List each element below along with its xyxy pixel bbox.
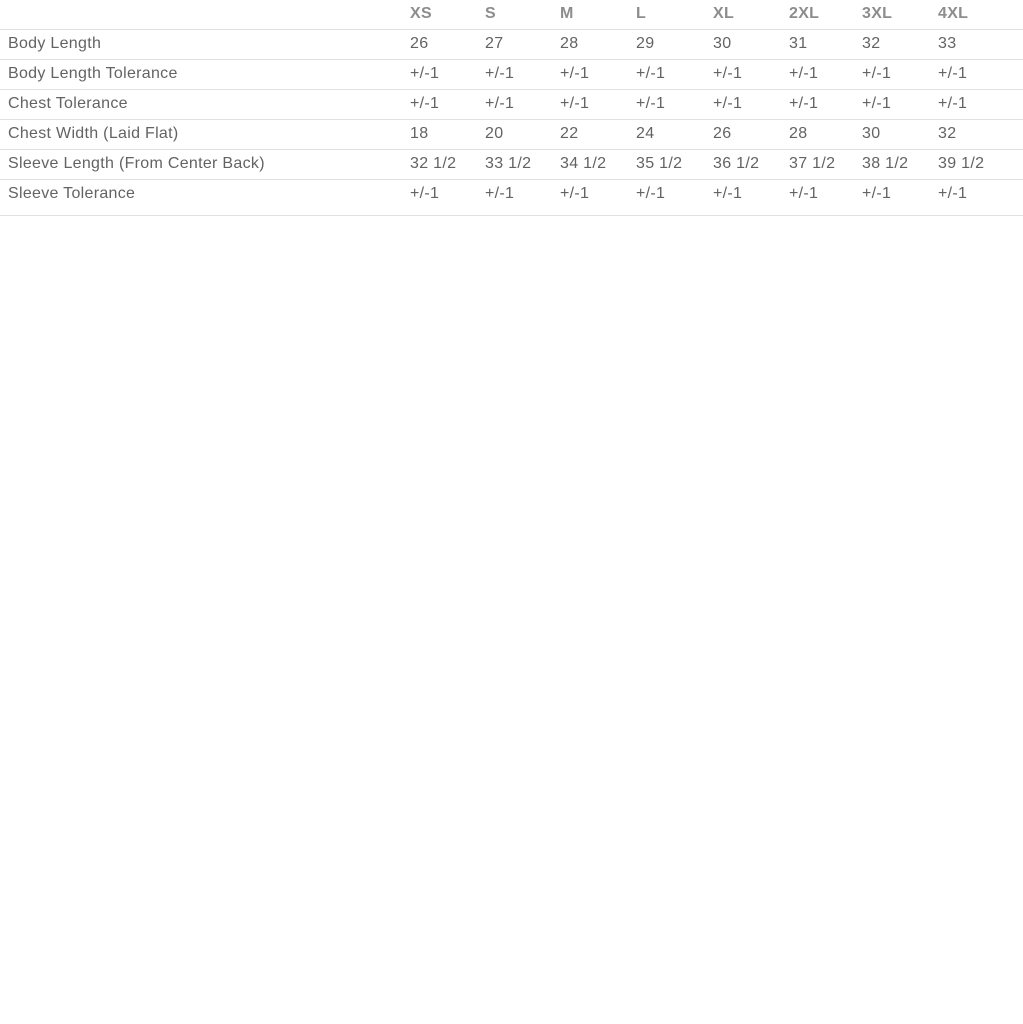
table-cell: +/-1 [938, 179, 1023, 215]
table-row [0, 89, 1023, 119]
measurement-column-header [0, 0, 410, 29]
table-cell: +/-1 [485, 89, 560, 119]
table-cell: 24 [636, 119, 713, 149]
table-row [0, 149, 1023, 179]
table-cell: 32 [862, 29, 938, 59]
table-cell: 37 1/2 [789, 149, 862, 179]
size-chart-body [0, 29, 1023, 215]
row-label: Chest Width (Laid Flat) [0, 119, 410, 149]
table-cell: +/-1 [713, 179, 789, 215]
table-cell: 27 [485, 29, 560, 59]
header-row [0, 0, 1023, 29]
table-cell: 33 [938, 29, 1023, 59]
table-cell: +/-1 [938, 59, 1023, 89]
row-label: Body Length [0, 29, 410, 59]
size-column-header: 2XL [789, 0, 862, 29]
table-cell: +/-1 [713, 59, 789, 89]
table-cell: +/-1 [560, 59, 636, 89]
size-column-header: M [560, 0, 636, 29]
table-cell: 35 1/2 [636, 149, 713, 179]
table-cell: +/-1 [485, 59, 560, 89]
table-cell: 33 1/2 [485, 149, 560, 179]
table-cell: 18 [410, 119, 485, 149]
table-row [0, 59, 1023, 89]
table-cell: +/-1 [410, 179, 485, 215]
table-cell: 38 1/2 [862, 149, 938, 179]
table-cell: +/-1 [938, 89, 1023, 119]
table-cell: 34 1/2 [560, 149, 636, 179]
table-cell: 31 [789, 29, 862, 59]
table-cell: +/-1 [560, 179, 636, 215]
table-cell: 29 [636, 29, 713, 59]
table-cell: 32 1/2 [410, 149, 485, 179]
size-column-header: XS [410, 0, 485, 29]
table-row [0, 29, 1023, 59]
table-cell: 26 [713, 119, 789, 149]
table-cell: 22 [560, 119, 636, 149]
size-column-header: L [636, 0, 713, 29]
table-cell: +/-1 [636, 59, 713, 89]
table-cell: +/-1 [636, 89, 713, 119]
table-cell: 26 [410, 29, 485, 59]
size-column-header: S [485, 0, 560, 29]
table-cell: 30 [713, 29, 789, 59]
table-cell: +/-1 [636, 179, 713, 215]
table-cell: +/-1 [713, 89, 789, 119]
table-row [0, 179, 1023, 215]
table-cell: 28 [789, 119, 862, 149]
table-cell: 28 [560, 29, 636, 59]
table-cell: 32 [938, 119, 1023, 149]
size-chart-table [0, 0, 1023, 216]
row-label: Chest Tolerance [0, 89, 410, 119]
table-cell: +/-1 [789, 179, 862, 215]
row-label: Sleeve Length (From Center Back) [0, 149, 410, 179]
size-chart-header [0, 0, 1023, 29]
table-cell: +/-1 [410, 59, 485, 89]
row-label: Sleeve Tolerance [0, 179, 410, 215]
table-cell: +/-1 [485, 179, 560, 215]
table-cell: +/-1 [789, 59, 862, 89]
table-cell: +/-1 [862, 89, 938, 119]
table-cell: 36 1/2 [713, 149, 789, 179]
size-column-header: 4XL [938, 0, 1023, 29]
table-cell: +/-1 [789, 89, 862, 119]
table-cell: 20 [485, 119, 560, 149]
table-cell: +/-1 [862, 59, 938, 89]
table-cell: 30 [862, 119, 938, 149]
table-cell: +/-1 [410, 89, 485, 119]
row-label: Body Length Tolerance [0, 59, 410, 89]
size-column-header: XL [713, 0, 789, 29]
table-cell: +/-1 [862, 179, 938, 215]
table-cell: +/-1 [560, 89, 636, 119]
table-row [0, 119, 1023, 149]
table-cell: 39 1/2 [938, 149, 1023, 179]
size-column-header: 3XL [862, 0, 938, 29]
